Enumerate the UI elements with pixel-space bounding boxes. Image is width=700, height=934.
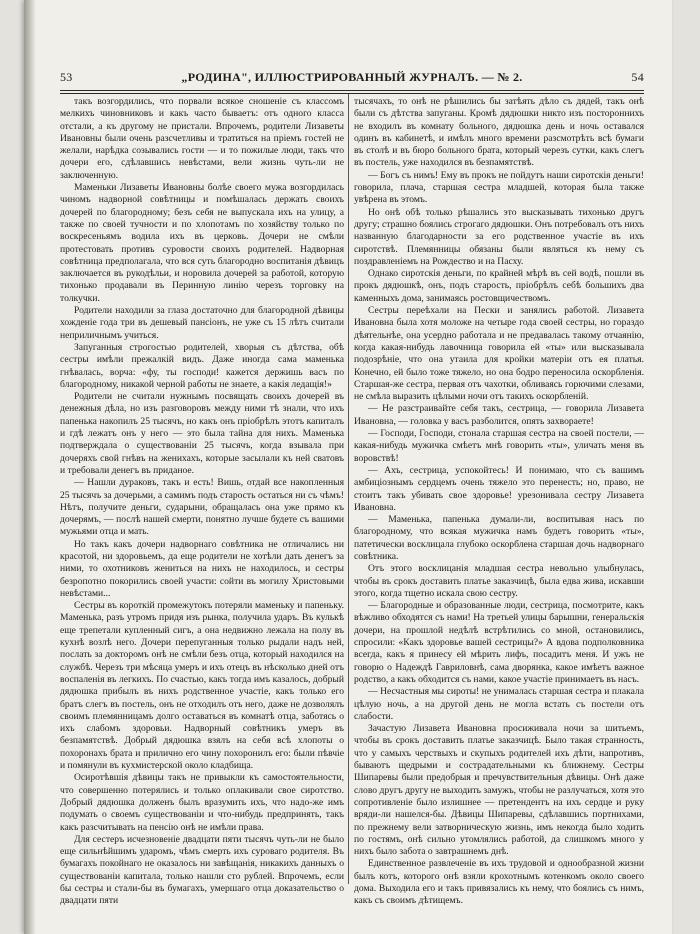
- page-number-left: 53: [60, 70, 73, 84]
- paragraph: Родители не считали нужнымъ посвящать своихъ дочерей въ денежныя дѣла, но изъ разговоровъ между ними тѣ знали, что ихъ папенька накопилъ 25 тысячъ, но какъ онъ пріобрѣлъ этотъ капиталъ и гдѣ лежатъ онъ у него — это была тайна для нихъ. Маменька подтверждала о существованіи 25 тысячъ, когда взывала при дочеряхъ свой гнѣвъ на женихахъ, которые засылали къ ней сватовъ и требовали денегъ въ приданое.: [60, 391, 344, 476]
- journal-page: [24, 0, 672, 934]
- column-divider: [348, 94, 349, 884]
- paragraph: — Господи, Господи, стонала старшая сестра на своей постели, — какая-нибудь мужичка смѣетъ мнѣ говорить «ты», уличать меня въ воровствѣ!: [354, 428, 644, 464]
- page-number-right: 54: [631, 70, 644, 84]
- paragraph: — Несчастныя мы сироты! не унималась старшая сестра и плакала цѣлую ночь, а на другой день не могла встать съ постели отъ слабости.: [354, 686, 644, 722]
- paragraph: — Не разстраивайте себя такъ, сестрица, — говорила Лизавета Ивановна, — головка у васъ разболится, опять захвораете!: [354, 403, 644, 427]
- text-column-right: [354, 96, 644, 907]
- paragraph: — Благородные и образованные люди, сестрица, посмотрите, какъ вѣжливо обходятся съ нами! На третьей улицы барышни, генеральскія дочери, на прошлой недѣлѣ встрѣтились со мной, остановились, спросили: «Какъ здоровье вашей сестрицы?» А вдова подполковника всегда, какъ я принесу ей мѣрить лифъ, посадитъ меня. И ужъ не говорю о Надеждѣ Гавриловнѣ, сама дворянка, какое имѣетъ важное родство, а какъ обходится съ нами, какое участіе принимаетъ въ насъ.: [354, 600, 644, 685]
- paragraph: Но онѣ обѣ только рѣшались это высказывать тихонько другъ другу; страшно боялись строгаго дядюшки. Онъ потребовалъ отъ нихъ названную благодарности за его родственное участіе въ ихъ сиротствѣ. Племянницы обязаны были являться къ нему съ поздравленіемъ на Рождество и на Пасху.: [354, 206, 644, 267]
- paragraph: Запуганныя строгостью родителей, хворыя съ дѣтства, обѣ сестры имѣли прежалкій видъ. Даже иногда сама маменька гнѣвалась, ворча: «фу, ты господи! кажется держишь васъ по благородному, никакой черной работы не знаете, а какія ледащія!»: [60, 341, 344, 390]
- paragraph: Маменьки Лизаветы Ивановны болѣе своего мужа возгордилась чиномъ надворной совѣтницы и помѣшалась держать своихъ дочерей по благородному; безъ себя не выпускала ихъ на улицу, а также по своей тучности и по хлопотамъ по хозяйству только по воскресеньямъ водила ихъ въ церковь. Дочери не смѣли протестовать противъ суровости своихъ родителей. Надворная совѣтница предполагала, что вся суть благородно воспитанія дѣвицъ заключается въ рукодѣльи, и норовила дочерей за работой, которую тихонько продавали въ Перинную линію черезъ торговку на толкучки.: [60, 182, 344, 304]
- paragraph: тысячахъ, то онѣ не рѣшились бы затѣять дѣло съ дядей, такъ онѣ были съ дѣтства запуганы. Кромѣ дядюшки никто изъ постороннихъ не входилъ въ комнату больного, дядюшка день и ночь оставался одинъ въ кабинетѣ, и имѣлъ много времени разсмотрѣть всѣ бумаги въ столѣ и въ бюро больного брата, который черезъ сутки, какъ слегъ въ постель, уже находился въ безпамятствѣ.: [354, 96, 644, 169]
- journal-title: „РОДИНА", ИЛЛЮСТРИРОВАННЫЙ ЖУРНАЛЪ. — № 2.: [181, 70, 523, 84]
- paragraph: Зачастую Лизавета Ивановна просиживала ночи за шитьемъ, чтобы въ срокъ доставить платье заказчицѣ. Было такая странность, что у самыхъ черствыхъ и скупыхъ родителей ихъ дѣти, напротивъ, бываютъ щедрыми и сострадательными къ ближнему. Сестры Шипаревы были предобрыя и пречувствительныя дѣвицы. Онѣ даже слово другъ другу не выходить замужъ, чтобы не разлучаться, хотя это сопротивленіе было излишнее — претендентъ на ихъ сердце и руку вряди-ли нашелся-бы. Дѣвицы Шипаревы, сдѣлавшись портнихами, по прежнему вели затворническую жизнь, имъ некогда было ходить по гостямъ, онѣ сильно утомлялись работой, да слишкомъ много у нихъ было забота о завтрашнемъ днѣ.: [354, 723, 644, 858]
- paragraph: Отъ этого восклицанія младшая сестра невольно улыбнулась, чтобы въ срокъ доставить платье заказчицѣ, была едва жива, искавши этого, когда тщетно искала свою сестру.: [354, 563, 644, 599]
- paragraph: — Богъ съ нимъ! Ему въ прокъ не пойдутъ наши сиротскія деньги! говорила, плача, старшая сестра младшей, которая была также увѣрена въ этомъ.: [354, 169, 644, 206]
- paragraph: Осиротѣвшія дѣвицы такъ не привыкли къ самостоятельности, что совершенно потерялись и только оплакивали свое сиротство. Добрый дядюшка долженъ былъ вразумить ихъ, что надо-же имъ подумать о своемъ существованіи и что-нибудь предпринять, такъ какъ разсчитывать на пенсію онѣ не имѣли права.: [60, 772, 344, 833]
- paragraph: такъ возгордились, что порвали всякое сношеніе съ классомъ мелкихъ чиновниковъ и какъ часто бываетъ: отъ одного класса отстали, а къ другому не пристали. Впрочемъ, родители Лизаветы Ивановны были очень разсчетливы и тратиться на пріемъ гостей не желали, нарѣдка созывались гости — и то пожилые люди, такъ что дочери его, сдѣлавшись невѣстами, вели жизнь чуть-ли не заключенную.: [60, 96, 344, 181]
- paragraph: Однако сиротскія деньги, по крайней мѣрѣ въ сей водѣ, пошли въ прокъ дядюшкѣ, онъ, подъ старость, пріобрѣлъ себѣ большихъ два каменныхъ дома, занимаясь ростовщичествомъ.: [354, 268, 644, 304]
- paragraph: Но такъ какъ дочери надворнаго совѣтника не отличались ни красотой, ни здоровьемъ, да еще родители не хотѣли дать денегъ за ними, то охотниковъ жениться на нихъ не находилось, и сестры безропотно покорились своей участи: сойти въ могилу Христовыми невѣстами...: [60, 538, 344, 599]
- page-binding: [24, 0, 36, 934]
- header-rule: [60, 90, 644, 94]
- paragraph: — Маменька, папенька думали-ли, воспитывая насъ по благородному, что всякая мужичка намъ будетъ говорить «ты», патетически восклицала глубоко оскорблена старшая дочь надворнаго совѣтника.: [354, 514, 644, 562]
- paragraph: Для сестеръ исчезновеніе двадцати пяти тысячъ чуть-ли не было еще сильнѣйшимъ ударомъ, чѣмъ смерть ихъ суроваго родителя. Въ бумагахъ покойнаго не оказалось ни завѣщанія, никакихъ данныхъ о существованіи капитала, только нашли сто рублей. Впрочемъ, если бы сестры и стали-бы въ бумагахъ, умершаго отца доказательство о двадцати пяти: [60, 833, 344, 907]
- text-column-left: [60, 96, 344, 907]
- paragraph: Единственное развлеченіе въ ихъ трудовой и однообразной жизни былъ котъ, которого онѣ взяли крохотнымъ котенкомъ около своего дома. Выходила его и такъ привязались къ нему, что боялись съ нимъ, какъ съ своимъ дѣтищемъ.: [354, 858, 644, 907]
- paragraph: Родители находили за глаза достаточно для благородной дѣвицы хожденіе года три въ дешевый пансіонъ, не уже съ 15 лѣтъ считали неприличнымъ учиться.: [60, 305, 344, 341]
- paragraph: — Нашли дураковъ, такъ и есть! Вишь, отдай все накопленныя 25 тысячъ за дочерьми, а самимъ подъ старость остаться ни съ чѣмъ! Нѣтъ, получите деньги, сударыни, обращалась она уже прямо къ дочерямъ, — послѣ нашей смерти, понятно лучше будете съ вашими мужьями отца и мать.: [60, 477, 344, 538]
- page-header: [60, 70, 644, 90]
- paragraph: Сестры переѣхали на Пески и занялись работой. Лизавета Ивановна была хотя моложе на четыре года своей сестры, но гораздо дѣятельнѣе, она усердно работала и не предавалась такому отчаянію, когда какая-нибудь лавочница говорила ей «ты» или высказывала подозрѣніе, что она утаила для кройки матеріи отъ ея платья. Конечно, ей было тоже тяжело, но она бодро переносила оскорбленія. Старшая-же сестра, первая отъ чахотки, обливаясь горючими слезами, не смѣла выразить цѣлыми ночи отъ такихъ оскорбленій.: [354, 305, 644, 403]
- paragraph: — Ахъ, сестрица, успокойтесь! И понимаю, что съ вашимъ амбиціознымъ сердцемъ очень тяжело это перенесть; но, право, не стоитъ такъ убивать свое здоровье! урезонивала сестру Лизавета Ивановна.: [354, 464, 644, 513]
- paragraph: Сестры въ короткій промежутокъ потеряли маменьку и папеньку. Маменька, разъ утромъ придя изъ рынка, получила ударъ. Въ кулькѣ еще трепетали купленный сигъ, а она недвижно лежала на полу въ кухнѣ возлѣ него. Дочери перепуганныя только рыдали надъ ней, послать за докторомъ онѣ не смѣли безъ отца, который находился на службѣ. Черезъ три мѣсяца умеръ и ихъ отецъ въ нѣсколько дней отъ воспаленія въ легкихъ. По счастью, какъ тогда имъ казалось, добрый дядюшка прибылъ въ нихъ родственное участіе, какъ только его братъ слегъ въ постель, онъ не отходилъ отъ него, даже не дозволялъ своимъ племянницамъ долго оставаться въ комнатѣ отца, заботясь о ихъ слабомъ здоровьи. Надворный совѣтникъ умеръ въ безпамятствѣ. Добрый дядюшка взялъ на себя всѣ хлопоты о похоронахъ брата и прилично его чину похоронилъ его: были пѣвчіе и помянули въ кухмистерской около кладбища.: [60, 600, 344, 772]
